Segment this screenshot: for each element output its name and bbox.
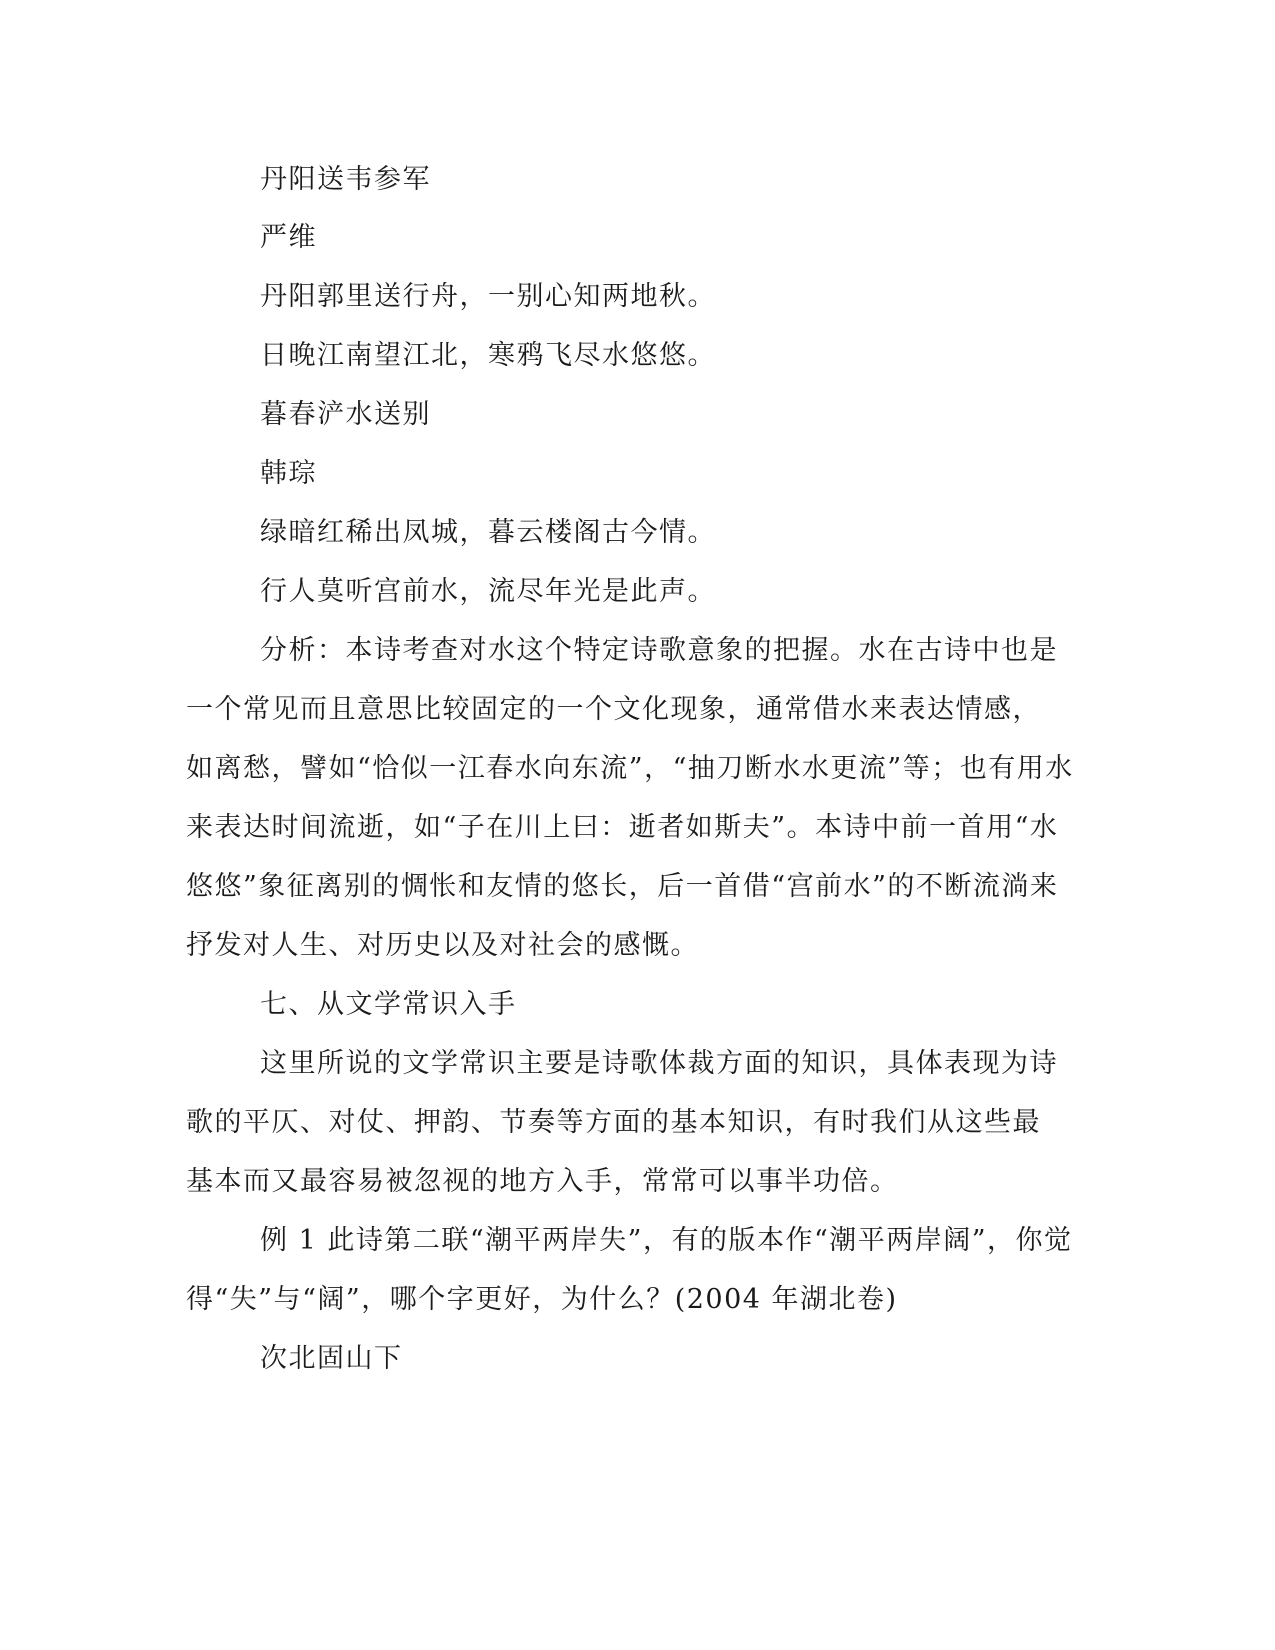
poem-author-1: 严维 (260, 222, 317, 253)
poem-title-3: 次北固山下 (260, 1343, 403, 1374)
example-question: 得“失”与“阔”，哪个字更好，为什么？(2004 年湖北卷) (186, 1284, 898, 1315)
section-heading: 七、从文学常识入手 (260, 989, 517, 1020)
poem-author-2: 韩琮 (260, 458, 317, 489)
poem-line: 行人莫听宫前水，流尽年光是此声。 (260, 576, 716, 607)
analysis-paragraph: 抒发对人生、对历史以及对社会的感慨。 (186, 930, 699, 961)
analysis-paragraph: 分析：本诗考查对水这个特定诗歌意象的把握。水在古诗中也是 (260, 635, 1058, 666)
example-question: 例 1 此诗第二联“潮平两岸失”，有的版本作“潮平两岸阔”，你觉 (260, 1225, 1073, 1256)
analysis-paragraph: 如离愁，譬如“恰似一江春水向东流”，“抽刀断水水更流”等；也有用水 (186, 753, 1074, 784)
analysis-paragraph: 一个常见而且意思比较固定的一个文化现象，通常借水来表达情感， (186, 694, 1041, 725)
body-paragraph: 基本而又最容易被忽视的地方入手，常常可以事半功倍。 (186, 1166, 899, 1197)
poem-line: 绿暗红稀出凤城，暮云楼阁古今情。 (260, 517, 716, 548)
poem-line: 丹阳郭里送行舟，一别心知两地秋。 (260, 281, 716, 312)
analysis-paragraph: 来表达时间流逝，如“子在川上曰：逝者如斯夫”。本诗中前一首用“水 (186, 812, 1059, 843)
poem-title-1: 丹阳送韦参军 (260, 164, 431, 195)
body-paragraph: 歌的平仄、对仗、押韵、节奏等方面的基本知识，有时我们从这些最 (186, 1107, 1041, 1138)
analysis-paragraph: 悠悠”象征离别的惆怅和友情的悠长，后一首借“宫前水”的不断流淌来 (186, 871, 1059, 902)
poem-line: 日晚江南望江北，寒鸦飞尽水悠悠。 (260, 340, 716, 371)
poem-title-2: 暮春浐水送别 (260, 399, 431, 430)
body-paragraph: 这里所说的文学常识主要是诗歌体裁方面的知识，具体表现为诗 (260, 1048, 1058, 1079)
